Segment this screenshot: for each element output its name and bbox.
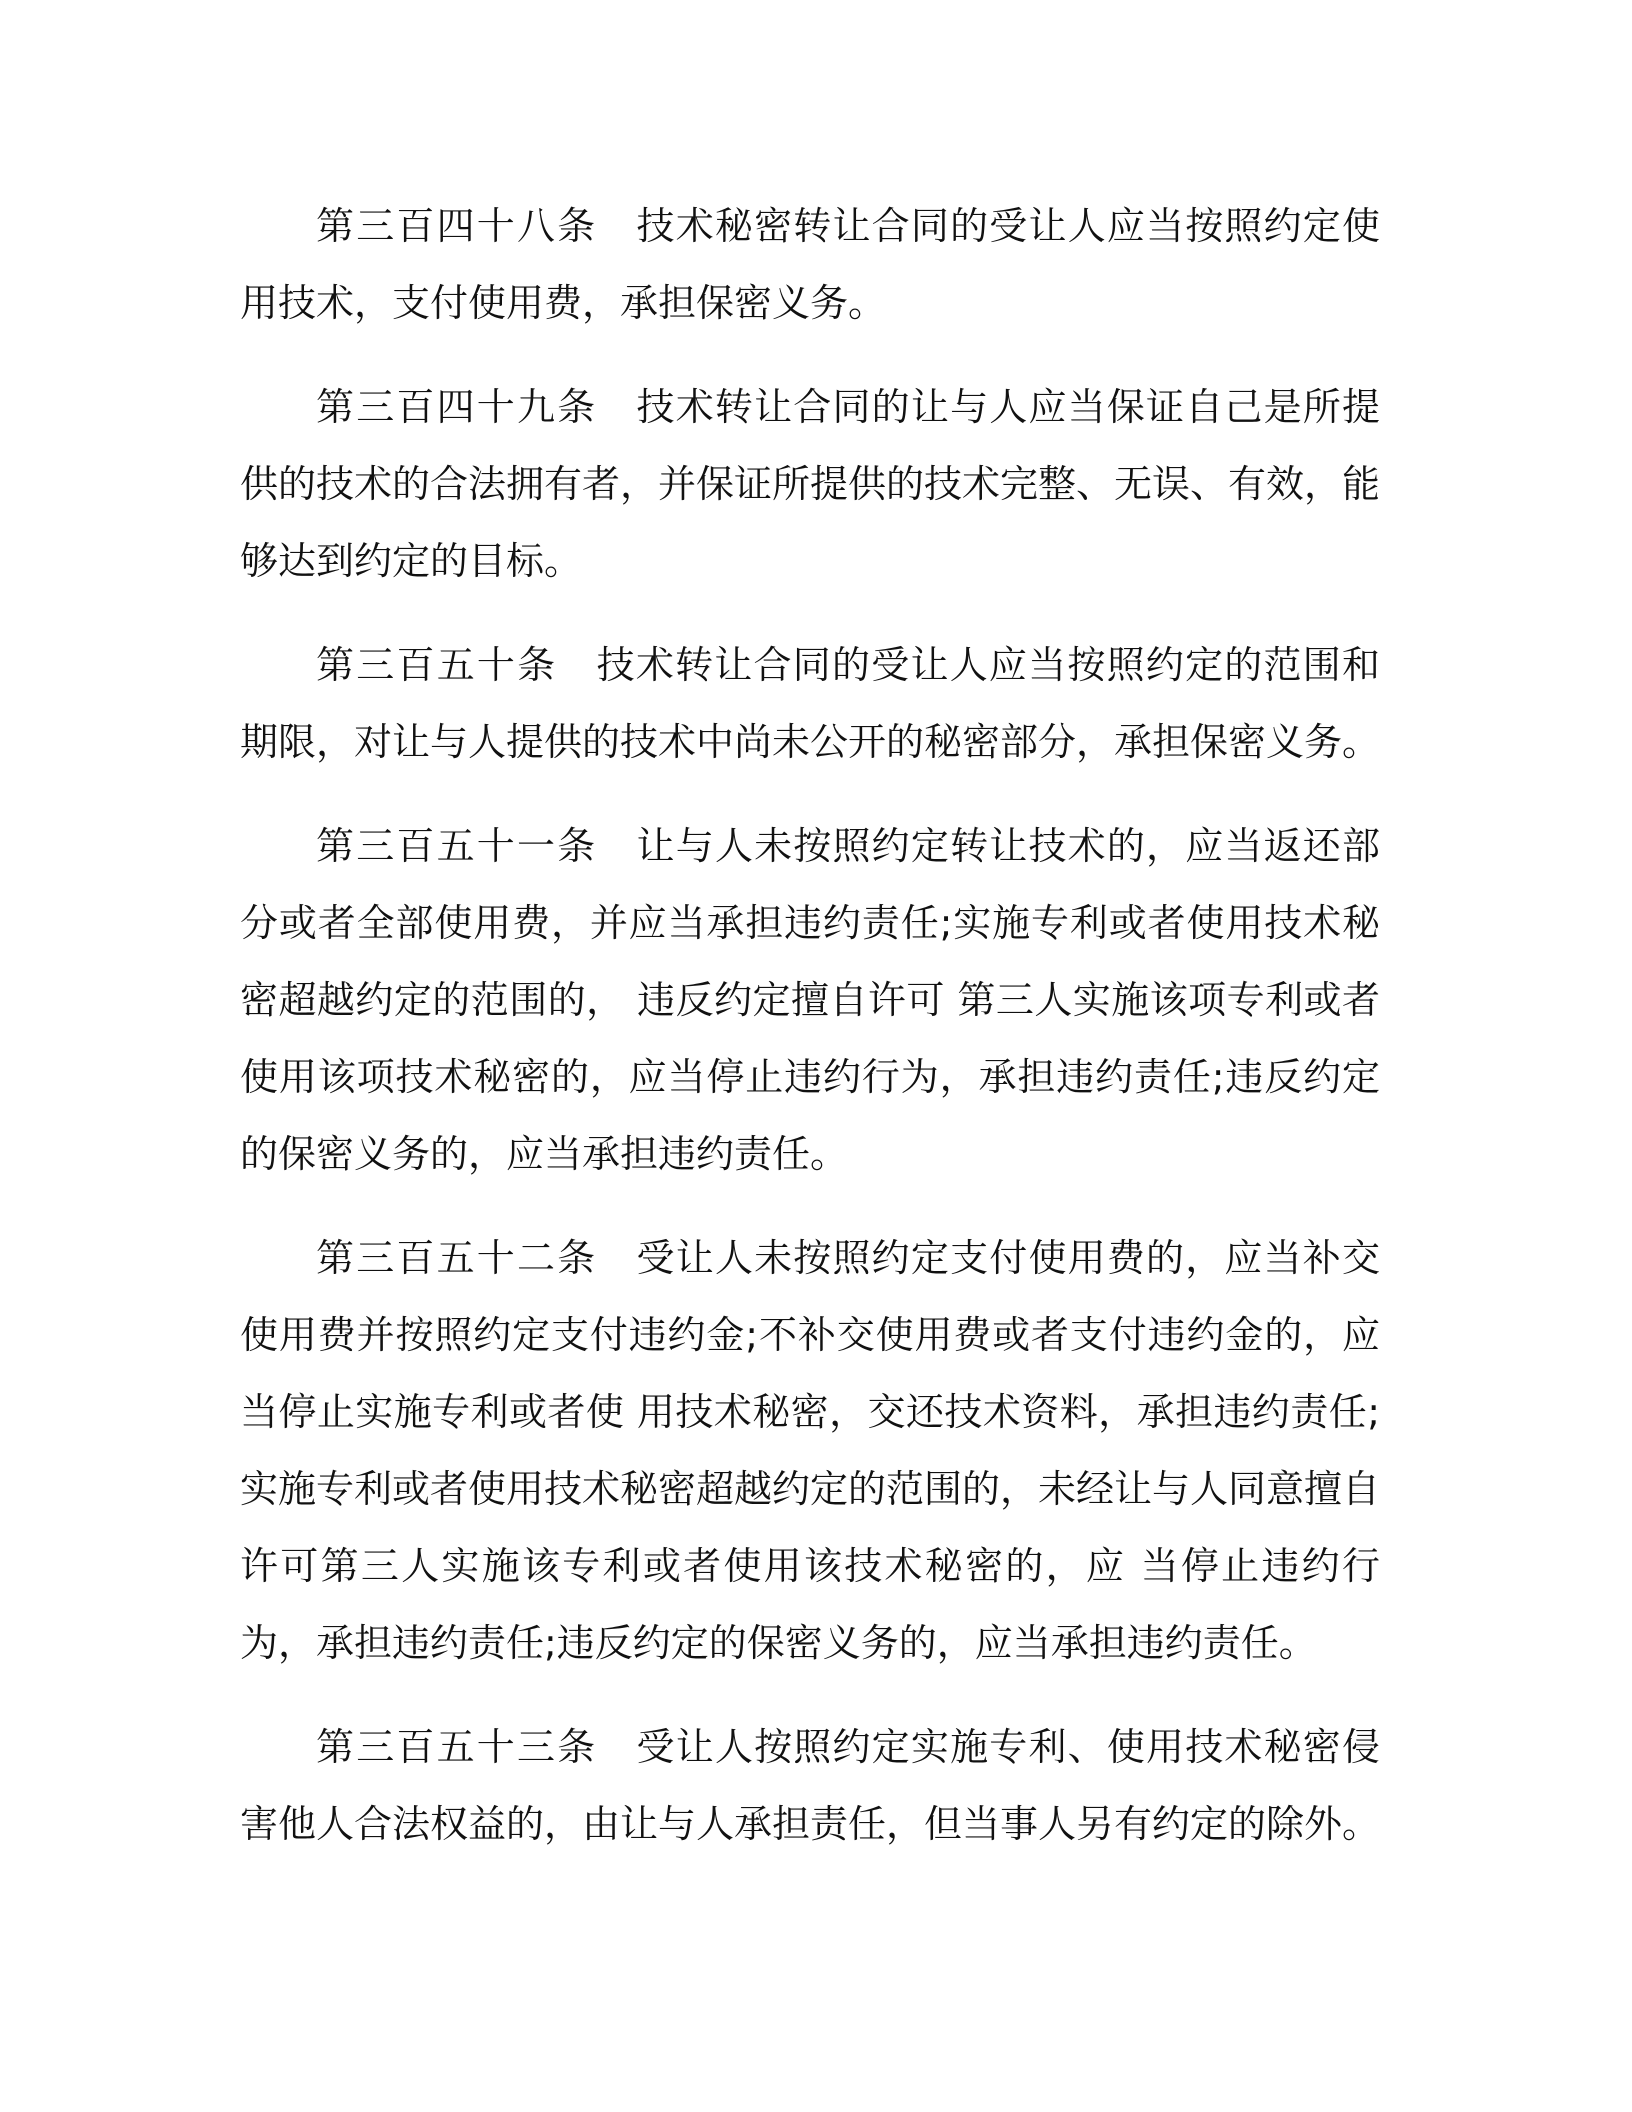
article-text: 受让人未按照约定支付使用费的，应当补交使用费并按照约定支付违约金;不补交使用费或者支付违约金的，应当停止实施专利或者使 用技术秘密，交还技术资料，承担违约责任;实施专利或者使用技术秘密超越约定的范围的，未经让与人同意擅自许可第三人实施该专利或者使用该技术秘密的，应 当停止违约行为，承担违约责任;违反约定的保密义务的，应当承担违约责任。: [240, 1236, 1381, 1665]
article-number: 第三百五十一条: [316, 824, 598, 868]
article-number: 第三百四十九条: [316, 385, 598, 429]
article-number: 第三百四十八条: [316, 204, 598, 248]
article-352: [240, 1220, 1380, 1682]
article-350: [240, 627, 1380, 781]
article-text: 技术转让合同的让与人应当保证自己是所提供的技术的合法拥有者，并保证所提供的技术完整、无误、有效，能够达到约定的目标。: [240, 385, 1381, 583]
article-number: 第三百五十条: [316, 643, 558, 687]
article-number: 第三百五十二条: [316, 1236, 598, 1280]
article-348: [240, 188, 1380, 342]
article-353: [240, 1709, 1380, 1863]
article-number: 第三百五十三条: [316, 1725, 598, 1769]
article-text: 技术秘密转让合同的受让人应当按照约定使用技术，支付使用费，承担保密义务。: [240, 204, 1380, 325]
article-349: [240, 369, 1380, 600]
article-351: [240, 808, 1380, 1193]
article-text: 技术转让合同的受让人应当按照约定的范围和期限，对让与人提供的技术中尚未公开的秘密部分，承担保密义务。: [240, 643, 1381, 764]
article-text: 让与人未按照约定转让技术的，应当返还部分或者全部使用费，并应当承担违约责任;实施专利或者使用技术秘密超越约定的范围的， 违反约定擅自许可 第三人实施该项专利或者使用该项技术秘密的，应当停止违约行为，承担违约责任;违反约定的保密义务的，应当承担违约责任。: [240, 824, 1380, 1176]
document-body: [240, 188, 1380, 1890]
article-text: 受让人按照约定实施专利、使用技术秘密侵害他人合法权益的，由让与人承担责任，但当事人另有约定的除外。: [240, 1725, 1381, 1846]
